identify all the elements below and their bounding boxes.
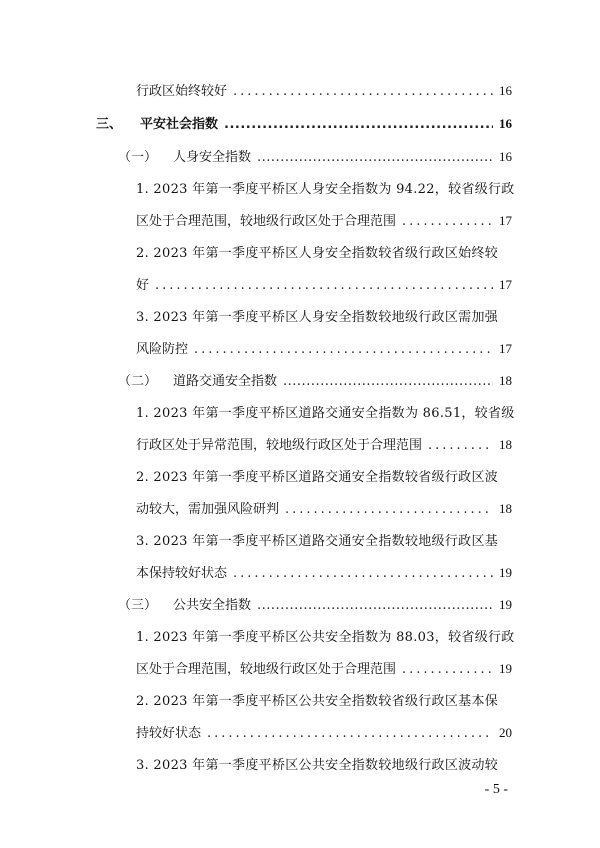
toc-entry-text: 本保持较好状态 bbox=[136, 566, 228, 581]
toc-page-number: 19 bbox=[499, 565, 512, 580]
toc-leader-dots bbox=[402, 214, 493, 229]
toc-leader-dots bbox=[257, 150, 493, 165]
toc-entry[interactable] bbox=[136, 210, 512, 229]
toc-entry[interactable] bbox=[136, 658, 512, 677]
toc-entry-text[interactable]: 2. 2023 年第一季度平桥区道路交通安全指数较省级行政区波 bbox=[136, 470, 499, 485]
toc-page-number: 19 bbox=[499, 597, 512, 612]
toc-page-number: 19 bbox=[499, 661, 512, 676]
toc-entry[interactable] bbox=[136, 80, 512, 99]
toc-leader-dots bbox=[207, 726, 493, 741]
toc-entry-text: 平安社会指数 bbox=[140, 117, 219, 132]
toc-entry-text[interactable]: 3. 2023 年第一季度平桥区公共安全指数较地级行政区波动较 bbox=[136, 758, 499, 773]
toc-entry-text: 公共安全指数 bbox=[173, 598, 252, 613]
toc-leader-dots bbox=[233, 84, 493, 99]
toc-entry-text[interactable]: 3. 2023 年第一季度平桥区道路交通安全指数较地级行政区基 bbox=[136, 534, 499, 549]
toc-leader-dots bbox=[224, 117, 493, 132]
toc-subsection-number: （二） bbox=[118, 374, 158, 389]
toc-page-number: 16 bbox=[499, 83, 512, 98]
toc-section-number: 三、 bbox=[96, 117, 123, 132]
toc-page-number: 17 bbox=[499, 277, 512, 292]
toc-entry-text[interactable]: 3. 2023 年第一季度平桥区人身安全指数较地级行政区需加强 bbox=[136, 310, 499, 325]
toc-entry[interactable] bbox=[136, 722, 512, 741]
toc-leader-dots bbox=[194, 342, 493, 357]
toc-section-heading[interactable] bbox=[96, 113, 512, 132]
toc-leader-dots bbox=[233, 566, 493, 581]
toc-leader-dots bbox=[285, 502, 493, 517]
toc-entry-text: 好 bbox=[136, 278, 150, 293]
toc-subsection-number: （一） bbox=[118, 150, 158, 165]
toc-page-number: 17 bbox=[499, 341, 512, 356]
toc-entry-text[interactable]: 1. 2023 年第一季度平桥区人身安全指数为 94.22，较省级行政 bbox=[136, 182, 515, 197]
toc-page-number: 16 bbox=[499, 149, 512, 164]
toc-subsection-number: （三） bbox=[118, 598, 158, 613]
toc-leader-dots bbox=[257, 598, 493, 613]
toc-entry-text: 区处于合理范围，较地级行政区处于合理范围 bbox=[136, 662, 397, 677]
toc-entry-text: 道路交通安全指数 bbox=[173, 374, 278, 389]
toc-entry-text: 动较大，需加强风险研判 bbox=[136, 502, 280, 517]
toc-leader-dots bbox=[283, 374, 493, 389]
toc-entry-text[interactable]: 2. 2023 年第一季度平桥区人身安全指数较省级行政区始终较 bbox=[136, 246, 499, 261]
toc-entry-text[interactable]: 1. 2023 年第一季度平桥区道路交通安全指数为 86.51，较省级 bbox=[136, 406, 515, 421]
toc-leader-dots bbox=[428, 438, 493, 453]
toc-entry-text: 行政区处于异常范围，较地级行政区处于合理范围 bbox=[136, 438, 423, 453]
toc-page-number: 16 bbox=[499, 116, 512, 131]
toc-entry[interactable] bbox=[136, 274, 512, 293]
toc-entry[interactable] bbox=[136, 434, 512, 453]
toc-page-number: 17 bbox=[499, 213, 512, 228]
toc-page-number: 18 bbox=[499, 373, 512, 388]
toc-entry[interactable] bbox=[136, 562, 512, 581]
toc-entry-text[interactable]: 1. 2023 年第一季度平桥区公共安全指数为 88.03，较省级行政 bbox=[136, 630, 515, 645]
toc-entry-text: 区处于合理范围，较地级行政区处于合理范围 bbox=[136, 214, 397, 229]
toc-leader-dots bbox=[155, 278, 493, 293]
toc-leader-dots bbox=[402, 662, 493, 677]
toc-subsection[interactable] bbox=[118, 594, 512, 613]
toc-entry-text: 行政区始终较好 bbox=[136, 84, 228, 99]
toc-entry[interactable] bbox=[136, 498, 512, 517]
toc-subsection[interactable] bbox=[118, 146, 512, 165]
toc-entry-text[interactable]: 2. 2023 年第一季度平桥区公共安全指数较省级行政区基本保 bbox=[136, 694, 499, 709]
page-number: - 5 - bbox=[484, 782, 508, 797]
page-footer bbox=[0, 781, 600, 798]
toc-entry[interactable] bbox=[136, 338, 512, 357]
toc-entry-text: 持较好状态 bbox=[136, 726, 202, 741]
toc-page-number: 20 bbox=[499, 725, 512, 740]
toc-subsection[interactable] bbox=[118, 370, 512, 389]
toc-entry-text: 风险防控 bbox=[136, 342, 189, 357]
toc-page-number: 18 bbox=[499, 437, 512, 452]
toc-entry-text: 人身安全指数 bbox=[173, 150, 252, 165]
toc-page-number: 18 bbox=[499, 501, 512, 516]
